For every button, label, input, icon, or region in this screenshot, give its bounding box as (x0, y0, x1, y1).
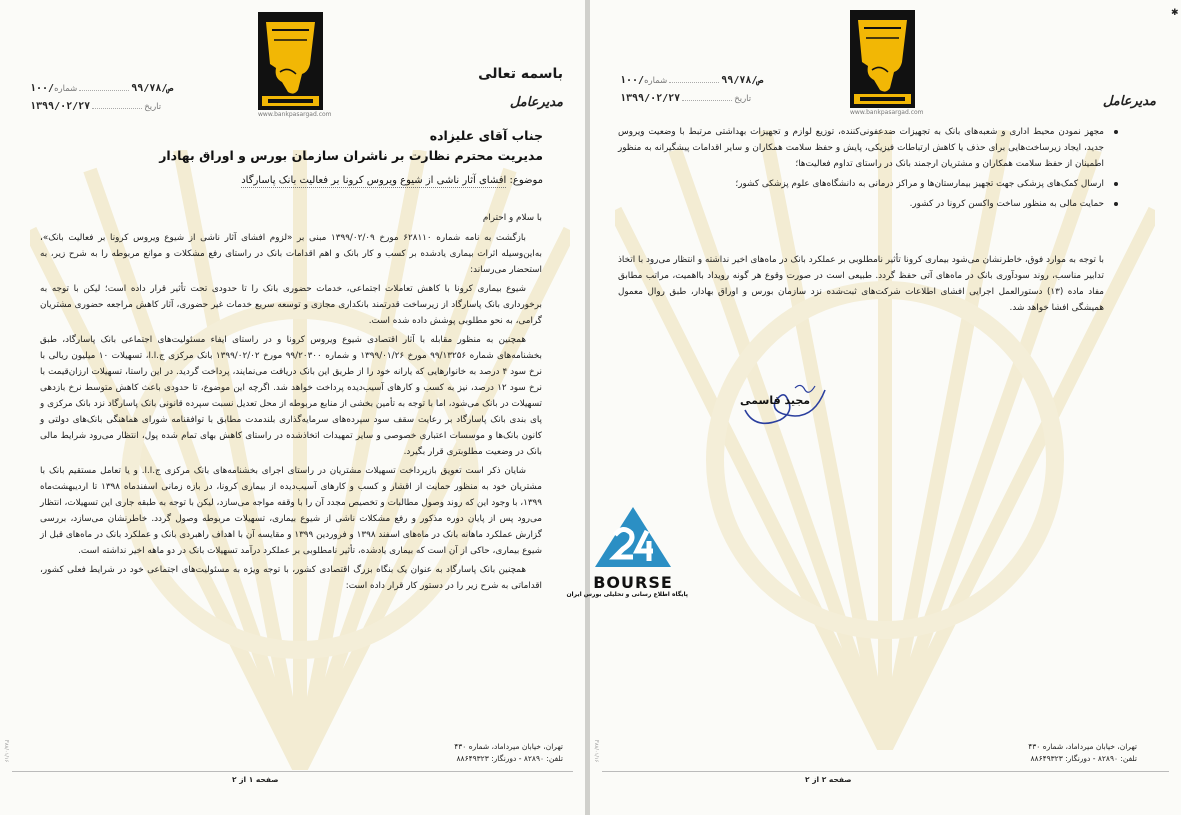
footer-address: تهران، خیابان میرداماد، شماره ۴۳۰ (454, 742, 563, 751)
letter-number: ۱۰۰/ص/۹۹/۷۸ (620, 75, 764, 86)
bank-pasargad-logo (258, 12, 332, 122)
subject-line (241, 175, 543, 186)
form-code: F۸۸/۰۱/۱۶ (3, 740, 9, 763)
basmala: باسمه تعالی (478, 66, 563, 82)
subject-label: موضوع: (509, 175, 543, 186)
bourse-tagline: پایگاه اطلاع رسانی و تحلیلی بورس ایران (566, 591, 688, 598)
bank-website: www.bankpasargad.com (850, 109, 924, 116)
addressee-block (159, 126, 543, 166)
griffin-rhyton-icon (258, 12, 323, 110)
date-label: تاریخ (144, 102, 162, 112)
manager-label: مدیرعامل (509, 95, 563, 110)
paragraph: شایان ذکر است تعویق بازپرداخت تسهیلات مشتریان در راستای اجرای بخشنامه‌های بانک مرکزی ج.ا.ا. و یا تعامل مستقیم بانک با مشتریان خود به منظور حمایت از اقشار و کسب و کارهای آسیب‌دیده از بیماری کرونا، در بازه زمانی اسفندماه ۱۳۹۸ تا اردیبهشت‌ماه ۱۳۹۹، با وجود این که روند وصول مطالبات و تخصیص مجدد آن را با وقفه مواجه می‌سازد، لیکن با توجه به طبقه جاری این تسهیلات، انتظار می‌رود پس از پایان دوره مذکور و رفع مشکلات ناشی از شیوع بیماری، تسهیلات مربوطه وصول گردد. خاطرنشان می‌سازد، بررسی گزارش عملکرد ماهانه بانک در ماه‌های اسفند ۱۳۹۸ و فروردین ۱۳۹۹ و مقایسه آن با اهداف راهبردی بانک و عملکرد بانک در ماه‌های قبل از شیوع بیماری، حاکی از آن است که بیماری یادشده، تأثیر نامطلوبی بر عملکرد درآمد تسهیلات بانک در دو ماهه اخیر نداشته است. (40, 466, 542, 556)
measures-list (618, 124, 1120, 216)
footer-address-block (1028, 741, 1137, 765)
paragraph: شیوع بیماری کرونا با کاهش تعاملات اجتماعی، خدمات حضوری بانک را تا حدودی تحت تأثیر قرار داده است؛ لیکن با توجه به برخورداری بانک پاسارگاد از زیرساخت قدرتمند بانکداری مجازی و توسعه سریع خدمات غیر حضوری، آثار کاهش مراجعه حضوری مشتریان گرامی، به نحو مطلوبی پوشش داده شده است. (40, 284, 542, 326)
footer-divider (602, 771, 1169, 772)
footer-phone: تلفن: ۸۲۸۹۰ - دورنگار: ۸۸۶۴۹۳۲۳ (456, 754, 563, 763)
paragraph: همچنین به منظور مقابله با آثار اقتصادی شیوع ویروس کرونا و در راستای ایفاء مسئولیت‌های اجتماعی بانک پاسارگاد، طبق بخشنامه‌های شماره ۹۹/۱۳۲۵۶ مورخ ۱۳۹۹/۰۱/۲۶ و شماره ۹۹/۲۰۳۰۰ مورخ ۱۳۹۹/۰۲/۰۲ بانک مرکزی ج.ا.ا، تسهیلات ۱۰ میلیون ریالی با نرخ سود ۴ درصد به خانوارهایی که یارانه خود را از طریق این بانک دریافت می‌نمایند، پرداخت گردید. در این راستا، تسهیلات ارزان‌قیمت با نرخ سود ۱۲ درصد، نیز به کسب و کارهای آسیب‌دیده پرداخت خواهد شد. اگرچه این موضوع، تا حدودی باعث کاهش متوسط نرخ بازدهی تسهیلات در بانک می‌شود، اما با توجه به تأمین بخشی از منابع مربوطه از محل تعدیل نسبت سپرده قانونی بانک پاسارگاد نزد بانک مرکزی و پای بندی بانک پاسارگاد بر رعایت سقف سود سپرده‌های سرمایه‌گذاری بلندمدت مطابق با توافقنامه شورای هماهنگی بانک‌های دولتی و کانون بانک‌ها و موسسات اعتباری خصوصی و سایر تمهیدات اتخاذشده در راستای کاهش بهای تمام شده پول، انتظار می‌رود شرایط مالی بانک در وضعیت مطلوبتری قرار بگیرد. (40, 335, 543, 457)
date-label: تاریخ (734, 94, 752, 104)
number-label: شماره (54, 84, 78, 94)
letter-meta (620, 72, 763, 108)
letter-meta (30, 80, 173, 116)
bourse-watermark (566, 505, 688, 605)
list-item: حمایت مالی به منظور ساخت واکسن کرونا در کشور. (618, 196, 1104, 212)
page-number: صفحه ۱ از ۲ (232, 775, 279, 784)
list-item: ارسال کمک‌های پزشکی جهت تجهیز بیمارستان‌ها و مراکز درمانی به دانشگاه‌های علوم پزشکی کشور؛ (618, 176, 1104, 192)
closing-paragraph: با توجه به موارد فوق، خاطرنشان می‌شود بیماری کرونا تأثیر نامطلوبی بر عملکرد بانک در ماه‌های اخیر نداشته و انتظار می‌رود با اتخاذ تدابیر مناسب، روند سودآوری بانک در ماه‌های آتی حفظ گردد. طبیعی است در صورت وقوع هر گونه رویداد بااهمیت، مراتب مطابق مفاد ماده (۱۳) دستورالعمل اجرایی افشای اطلاعات شرکت‌های ثبت‌شده نزد سازمان بورس و اوراق بهادار، طبق روال معمول همیشگی افشا خواهد شد. (618, 255, 1104, 313)
bank-website: www.bankpasargad.com (258, 111, 332, 118)
bank-pasargad-logo (850, 10, 924, 120)
corner-mark: ✱ (1171, 8, 1179, 18)
watermark-rays-pattern (615, 130, 1155, 750)
paragraph: بازگشت به نامه شماره ۶۲۸۱۱۰ مورخ ۱۳۹۹/۰۲/۰۹ مبنی بر «لزوم افشای آثار ناشی از شیوع ویروس کرونا بر فعالیت بانک»، به‌این‌وسیله اثرات بیماری یادشده بر کسب و کار بانک و اهم اقدامات بانک در راستای رفع مشکلات و موانع مربوطه را به شرح زیر، به استحضار می‌رساند: (40, 233, 542, 275)
footer-divider (12, 771, 573, 772)
list-item: مجهز نمودن محیط اداری و شعبه‌های بانک به تجهیزات ضدعفونی‌کننده، توزیع لوازم و تجهیزات بهداشتی مرتبط با وضعیت ویروس جدید، ایجاد زیرساخت‌هایی برای حذف یا کاهش ارتباطات فیزیکی، پایش و حفظ سلامت همکاران و سایر اقدامات پیشگیرانه به منظور اطمینان از حفظ سلامت همکاران و مشتریان ارجمند بانک در راستای تداوم فعالیت‌ها؛ (618, 124, 1104, 172)
letter-date: ۱۳۹۹/۰۲/۲۷ (30, 101, 91, 112)
letter-number: ۱۰۰/ص/۹۹/۷۸ (30, 83, 174, 94)
letter-body-page-2 (618, 252, 1104, 320)
greeting: با سلام و احترام (482, 213, 542, 223)
number-label: شماره (644, 76, 668, 86)
letter-body-page-1 (40, 210, 542, 597)
subject-value: افشای آثار ناشی از شیوع ویروس کرونا بر فعالیت بانک پاسارگاد (241, 175, 507, 186)
manager-label: مدیرعامل (1102, 94, 1156, 109)
footer-address-block (454, 741, 563, 765)
griffin-rhyton-icon (850, 10, 915, 108)
letter-date: ۱۳۹۹/۰۲/۲۷ (620, 93, 681, 104)
form-code: F۸۸/۰۱/۱۶ (593, 740, 599, 763)
signer-name: مجید قاسمی (740, 394, 811, 407)
bourse-brand: BOURSE (593, 573, 673, 592)
addressee-title: مدیریت محترم نظارت بر ناشران سازمان بورس و اوراق بهادار (159, 148, 543, 163)
paragraph: همچنین بانک پاسارگاد به عنوان یک بنگاه بزرگ اقتصادی کشور، با توجه ویژه به مسئولیت‌های اجتماعی خود در شرایط فعلی کشور، اقداماتی به شرح زیر را در دستور کار قرار داده است: (40, 565, 542, 591)
addressee-name: جناب آقای علیزاده (429, 128, 543, 143)
letter-page-1 (0, 0, 585, 815)
footer-phone: تلفن: ۸۲۸۹۰ - دورنگار: ۸۸۶۴۹۳۲۳ (1030, 754, 1137, 763)
bourse-24-logo-icon (593, 505, 673, 573)
letter-page-2 (590, 0, 1181, 815)
footer-address: تهران، خیابان میرداماد، شماره ۴۳۰ (1028, 742, 1137, 751)
page-number: صفحه ۲ از ۲ (805, 775, 852, 784)
